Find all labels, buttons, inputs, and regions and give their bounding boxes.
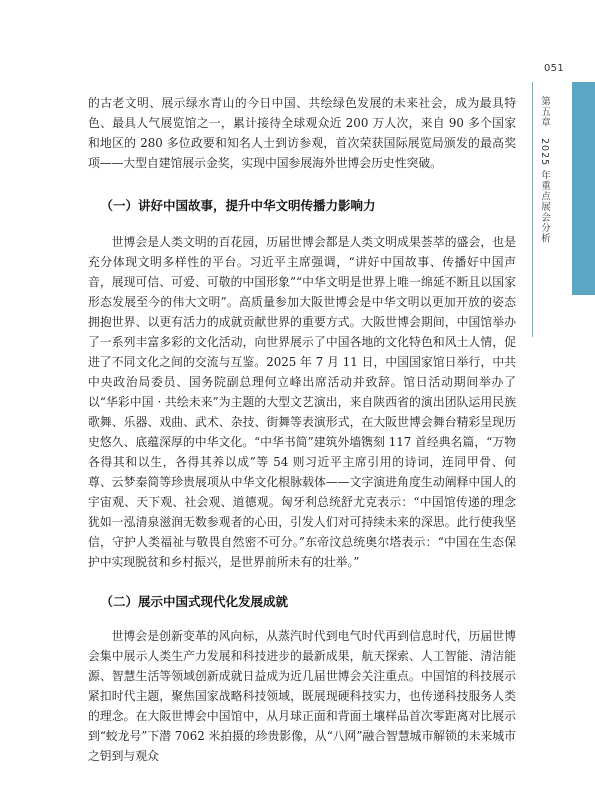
section-heading-2: （二）展示中国式现代化发展成就: [100, 594, 289, 609]
side-chapter-label: 第五章 2025 年重点展会分析: [539, 96, 550, 244]
intro-paragraph: 的古老文明、展示绿水青山的今日中国、共绘绿色发展的未来社会，成为最具特色、最具人气展览馆之一，累计接待全球观众近 200 万人次，来自 90 多个国家和地区的 280 多位政要和知名人士到访参观，首次荣获国际展览局颁发的最高奖项——大型自建馆展示金奖，实现中国参展海外世博会历史性突破。: [88, 96, 516, 170]
side-divider-line: [532, 82, 533, 337]
section-heading-1: （一）讲好中国故事，提升中华文明传播力影响力: [100, 198, 376, 213]
side-chapter-tab: [572, 82, 595, 295]
paragraph-2: 世博会是创新变革的风向标，从蒸汽时代到电气时代再到信息时代，历届世博会集中展示人类生产力发展和科技进步的最新成果，航天探索、人工智能、清洁能源、智慧生活等领域创新成就日益成为近几届世博会关注重点。中国馆的科技展示紧扣时代主题，聚焦国家战略科技领域，既展现硬科技实力，也传递科技服务人类的理念。在大阪世博会中国馆中，从月球正面和背面土壤样品首次零距离对比展示到“蛟龙号”下潜 7062 米拍摄的珍贵影像，从“八网”融合智慧城市解锁的未来城市之钥到与观众: [88, 629, 516, 763]
paragraph-1: 世博会是人类文明的百花园，历届世博会都是人类文明成果荟萃的盛会，也是充分体现文明多样性的平台。习近平主席强调，“讲好中国故事、传播好中国声音，展现可信、可爱、可敬的中国形象”“中华文明是世界上唯一绵延不断且以国家形态发展至今的伟大文明”。高质量参加大阪世博会是中华文明以更加开放的姿态拥抱世界、以更有活力的成就贡献世界的重要方式。大阪世博会期间，中国馆举办了一系列丰富多彩的文化活动，向世界展示了中国各地的文化特色和风土人情，促进了不同文化之间的交流与互鉴。2025 年 7 月 11 日，中国国家馆日举行，中共中央政治局委员、国务院副总理何立峰出席活动并致辞。馆日活动期间举办了以“华彩中国 · 共绘未来”为主题的大型文艺演出，来自陕西省的演出团队运用民族歌舞、乐器、戏曲、武术、杂技、街舞等表演形式，在大阪世博会舞台精彩呈现历史悠久、底蕴深厚的中华文化。“中华书简”建筑外墙镌刻 117 首经典名篇，“万物各得其和以生，各得其养以成”等 54 则习近平主席引用的诗词，连同甲骨、何尊、云梦秦简等珍贵展项从中华文化根脉载体——文字演进角度生动阐释中国人的宇宙观、天下观、社会观、道德观。匈牙利总统舒尤克表示：“中国馆传递的理念犹如一泓清泉滋润无数参观者的心田，引发人们对可持续未来的深思。此行使我坚信，守护人类福祉与敬畏自然密不可分。”东帝汶总统奥尔塔表示：“中国在生态保护中实现脱贫和乡村振兴，是世界前所未有的壮举。”: [88, 235, 516, 569]
page-number: 051: [544, 63, 564, 74]
page-content: [88, 93, 516, 766]
